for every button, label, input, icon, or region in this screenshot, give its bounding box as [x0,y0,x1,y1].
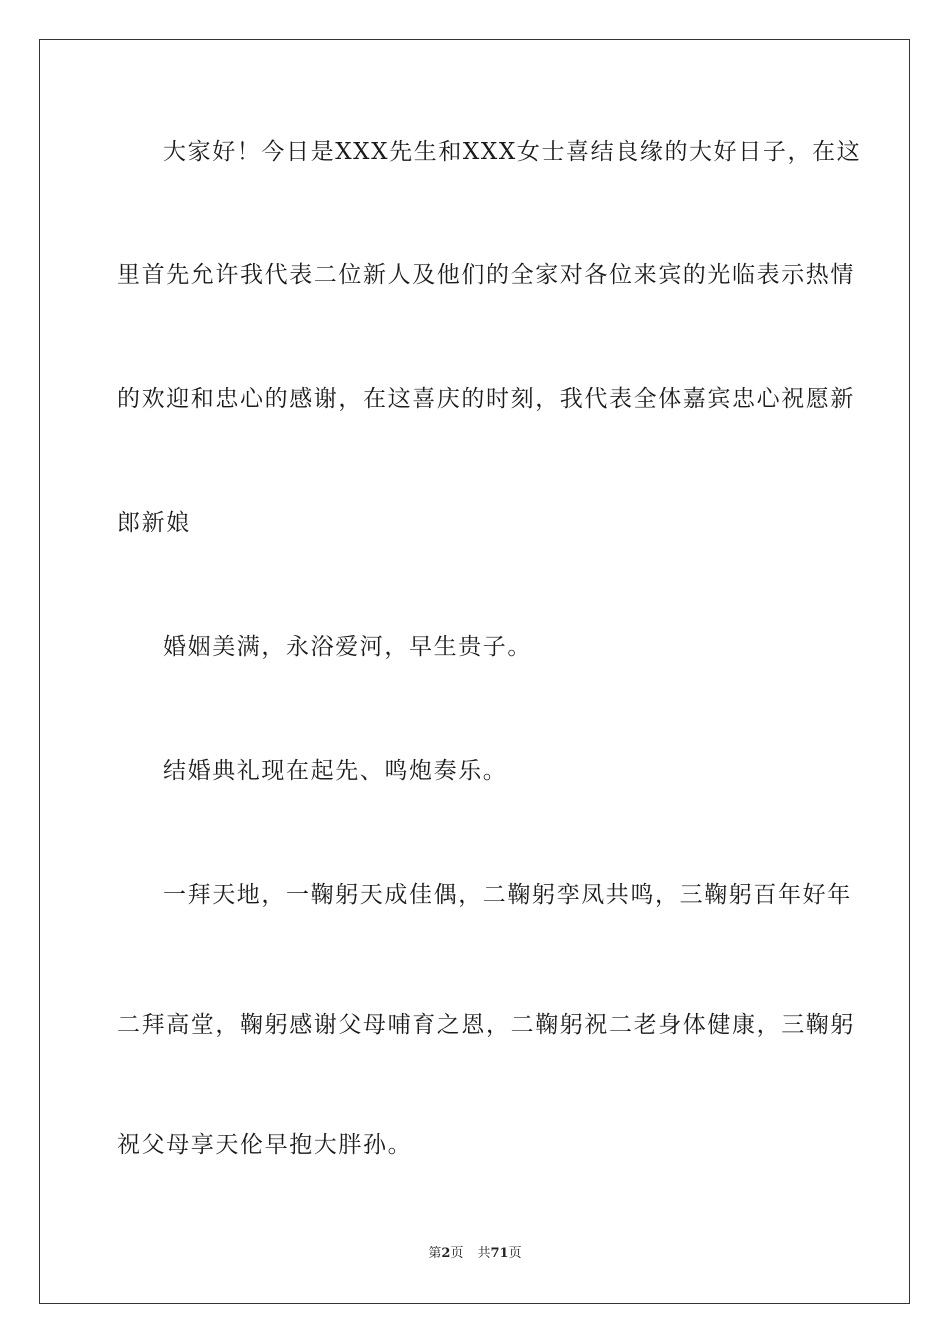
page-footer [0,1245,950,1263]
paragraph-4: 一拜天地，一鞠躬天成佳偶，二鞠躬孪凤共鸣，三鞠躬百年好年 [163,882,852,908]
paragraph-1-line-2: 里首先允许我代表二位新人及他们的全家对各位来宾的光临表示热情 [117,262,855,288]
paragraph-5-line-2: 祝父母享天伦早抱大胖孙。 [117,1132,413,1158]
paragraph-3: 结婚典礼现在起先、鸣炮奏乐。 [163,758,508,784]
page-suffix: 页 [450,1246,464,1261]
total-pages: 71 [490,1246,509,1261]
paragraph-2: 婚姻美满，永浴爱河，早生贵子。 [163,634,532,660]
page-border [39,39,910,1304]
page-number: 2 [441,1246,451,1261]
paragraph-5-line-1: 二拜高堂，鞠躬感谢父母哺育之恩，二鞠躬祝二老身体健康，三鞠躬 [117,1012,855,1038]
paragraph-1-line-3: 的欢迎和忠心的感谢，在这喜庆的时刻，我代表全体嘉宾忠心祝愿新 [117,386,855,412]
paragraph-1-line-4: 郎新娘 [117,510,191,536]
paragraph-1-line-1: 大家好！今日是XXX先生和XXX女士喜结良缘的大好日子，在这 [163,139,862,165]
total-prefix: 共 [477,1246,491,1261]
total-suffix: 页 [508,1246,522,1261]
page-prefix: 第 [428,1246,442,1261]
